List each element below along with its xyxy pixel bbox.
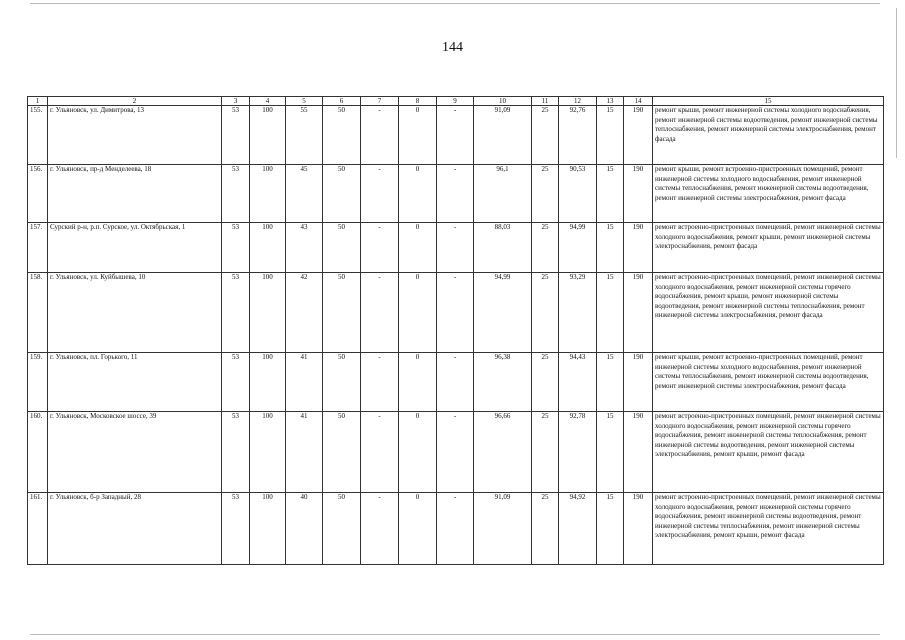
value-cell: 45	[286, 165, 323, 223]
value-cell: -	[361, 273, 399, 353]
value-cell: 0	[399, 493, 437, 565]
value-cell: 100	[250, 353, 286, 412]
value-cell: 100	[250, 412, 286, 493]
value-cell: 15	[597, 493, 624, 565]
row-number-cell: 161.	[28, 493, 48, 565]
value-cell: 90,53	[559, 165, 597, 223]
value-cell: 53	[222, 273, 250, 353]
repair-works-cell: ремонт крыши, ремонт инженерной системы холодного водоснабжения, ремонт инженерной системы водоотведения, ремонт инженерной системы теплоснабжения, ремонт инженерной системы электроснабжения, ремонт фасада	[653, 106, 884, 165]
value-cell: 50	[323, 273, 361, 353]
value-cell: 100	[250, 165, 286, 223]
header-cell: 8	[399, 97, 437, 106]
header-cell: 11	[532, 97, 559, 106]
header-cell: 12	[559, 97, 597, 106]
value-cell: 92,76	[559, 106, 597, 165]
value-cell: 190	[624, 353, 653, 412]
value-cell: 0	[399, 165, 437, 223]
table-row	[28, 353, 884, 412]
value-cell: 50	[323, 353, 361, 412]
table-row	[28, 165, 884, 223]
value-cell: -	[437, 493, 474, 565]
value-cell: 190	[624, 223, 653, 273]
value-cell: -	[437, 223, 474, 273]
value-cell: 50	[323, 412, 361, 493]
value-cell: 96,1	[474, 165, 532, 223]
header-cell: 2	[48, 97, 222, 106]
value-cell: 0	[399, 353, 437, 412]
value-cell: -	[437, 106, 474, 165]
repair-works-cell: ремонт крыши, ремонт встроенно-пристроенных помещений, ремонт инженерной системы холодного водоснабжения, ремонт инженерной системы теплоснабжения, ремонт инженерной системы водоотведения, ремонт инженерной системы электроснабжения, ремонт фасада	[653, 165, 884, 223]
value-cell: -	[361, 223, 399, 273]
value-cell: -	[437, 412, 474, 493]
table-row	[28, 106, 884, 165]
scan-border-bottom	[30, 634, 880, 635]
value-cell: 190	[624, 493, 653, 565]
header-cell: 5	[286, 97, 323, 106]
value-cell: 25	[532, 493, 559, 565]
value-cell: 15	[597, 273, 624, 353]
address-cell: Сурский р-н, р.п. Сурское, ул. Октябрьская, 1	[48, 223, 222, 273]
value-cell: 100	[250, 223, 286, 273]
value-cell: 53	[222, 353, 250, 412]
value-cell: 50	[323, 223, 361, 273]
header-cell: 1	[28, 97, 48, 106]
value-cell: 88,03	[474, 223, 532, 273]
address-cell: г. Ульяновск, пл. Горького, 11	[48, 353, 222, 412]
value-cell: 100	[250, 273, 286, 353]
value-cell: 94,43	[559, 353, 597, 412]
address-cell: г. Ульяновск, пр-д Менделеева, 18	[48, 165, 222, 223]
value-cell: 25	[532, 165, 559, 223]
value-cell: 0	[399, 106, 437, 165]
value-cell: 25	[532, 353, 559, 412]
value-cell: 94,99	[474, 273, 532, 353]
value-cell: 96,66	[474, 412, 532, 493]
row-number-cell: 158.	[28, 273, 48, 353]
value-cell: 25	[532, 106, 559, 165]
value-cell: 55	[286, 106, 323, 165]
header-row	[28, 97, 884, 106]
value-cell: 15	[597, 106, 624, 165]
value-cell: 41	[286, 353, 323, 412]
value-cell: 53	[222, 106, 250, 165]
header-cell: 9	[437, 97, 474, 106]
row-number-cell: 156.	[28, 165, 48, 223]
value-cell: 53	[222, 412, 250, 493]
header-cell: 4	[250, 97, 286, 106]
header-cell: 3	[222, 97, 250, 106]
header-cell: 13	[597, 97, 624, 106]
value-cell: 190	[624, 165, 653, 223]
value-cell: -	[437, 273, 474, 353]
value-cell: 91,09	[474, 106, 532, 165]
value-cell: -	[361, 353, 399, 412]
value-cell: 15	[597, 223, 624, 273]
value-cell: -	[437, 353, 474, 412]
address-cell: г. Ульяновск, б-р Западный, 28	[48, 493, 222, 565]
value-cell: 190	[624, 412, 653, 493]
value-cell: 93,29	[559, 273, 597, 353]
value-cell: 50	[323, 493, 361, 565]
header-cell: 7	[361, 97, 399, 106]
value-cell: -	[361, 106, 399, 165]
value-cell: 94,92	[559, 493, 597, 565]
repair-works-cell: ремонт встроенно-пристроенных помещений, ремонт инженерной системы холодного водоснабжения, ремонт инженерной системы горячего водоснабжения, ремонт крыши, ремонт инженерной системы водоотведения, ремонт инженерной системы теплоснабжения, ремонт инженерной системы электроснабжения, ремонт фасада	[653, 273, 884, 353]
page-number: 144	[442, 40, 463, 55]
value-cell: 92,78	[559, 412, 597, 493]
value-cell: 100	[250, 493, 286, 565]
row-number-cell: 160.	[28, 412, 48, 493]
value-cell: -	[361, 412, 399, 493]
value-cell: 41	[286, 412, 323, 493]
table-row	[28, 273, 884, 353]
repair-works-cell: ремонт встроенно-пристроенных помещений, ремонт инженерной системы холодного водоснабжения, ремонт инженерной системы горячего водоснабжения, ремонт инженерной системы водоотведения, ремонт инженерной системы теплоснабжения, ремонт инженерной системы электроснабжения, ремонт крыши, ремонт фасада	[653, 493, 884, 565]
value-cell: 53	[222, 223, 250, 273]
value-cell: 190	[624, 106, 653, 165]
scan-border-right	[896, 8, 897, 158]
table-row	[28, 493, 884, 565]
value-cell: 25	[532, 273, 559, 353]
value-cell: 15	[597, 165, 624, 223]
value-cell: -	[361, 493, 399, 565]
row-number-cell: 159.	[28, 353, 48, 412]
table-row	[28, 223, 884, 273]
value-cell: 190	[624, 273, 653, 353]
header-cell: 15	[653, 97, 884, 106]
repair-works-cell: ремонт встроенно-пристроенных помещений, ремонт инженерной системы холодного водоснабжения, ремонт крыши, ремонт инженерной системы электроснабжения, ремонт фасада	[653, 223, 884, 273]
value-cell: 100	[250, 106, 286, 165]
address-cell: г. Ульяновск, Московское шоссе, 39	[48, 412, 222, 493]
value-cell: 53	[222, 493, 250, 565]
address-cell: г. Ульяновск, ул. Димитрова, 13	[48, 106, 222, 165]
header-cell: 6	[323, 97, 361, 106]
value-cell: 0	[399, 273, 437, 353]
repair-works-cell: ремонт крыши, ремонт встроенно-пристроенных помещений, ремонт инженерной системы холодного водоснабжения, ремонт инженерной системы теплоснабжения, ремонт инженерной системы водоотведения, ремонт инженерной системы электроснабжения, ремонт фасада	[653, 353, 884, 412]
value-cell: -	[361, 165, 399, 223]
value-cell: 25	[532, 412, 559, 493]
value-cell: 0	[399, 412, 437, 493]
address-cell: г. Ульяновск, ул. Куйбышева, 10	[48, 273, 222, 353]
value-cell: 15	[597, 412, 624, 493]
value-cell: 96,38	[474, 353, 532, 412]
repair-works-cell: ремонт встроенно-пристроенных помещений, ремонт инженерной системы холодного водоснабжения, ремонт инженерной системы горячего водоснабжения, ремонт инженерной системы теплоснабжения, ремонт инженерной системы водоотведения, ремонт инженерной системы электроснабжения, ремонт крыши, ремонт фасада	[653, 412, 884, 493]
scan-border-top	[30, 3, 880, 4]
value-cell: 40	[286, 493, 323, 565]
value-cell: 53	[222, 165, 250, 223]
value-cell: 91,09	[474, 493, 532, 565]
value-cell: -	[437, 165, 474, 223]
value-cell: 0	[399, 223, 437, 273]
repair-register-table	[27, 96, 884, 565]
value-cell: 50	[323, 165, 361, 223]
header-cell: 10	[474, 97, 532, 106]
value-cell: 15	[597, 353, 624, 412]
table-row	[28, 412, 884, 493]
header-cell: 14	[624, 97, 653, 106]
row-number-cell: 157.	[28, 223, 48, 273]
value-cell: 43	[286, 223, 323, 273]
value-cell: 94,99	[559, 223, 597, 273]
value-cell: 42	[286, 273, 323, 353]
value-cell: 50	[323, 106, 361, 165]
row-number-cell: 155.	[28, 106, 48, 165]
value-cell: 25	[532, 223, 559, 273]
